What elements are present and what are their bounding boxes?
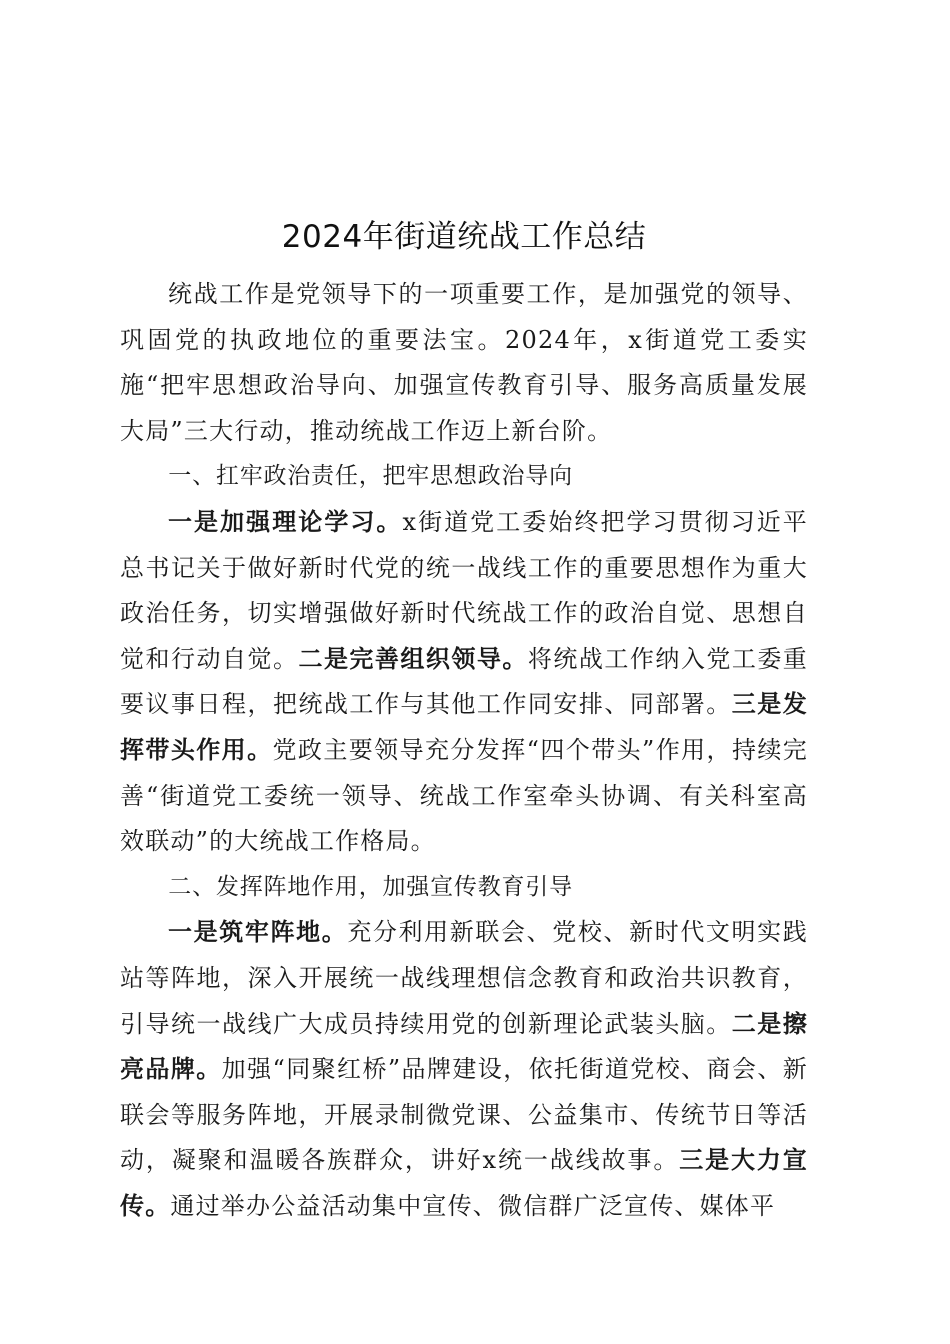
- item-text: x街道党工委始终把学习贯彻习近平总书记关于做好新时代党的统一战线工作的重要思想作为重大政治任务，切实增强做好新时代统战工作的政治自觉、思想自觉和行动自觉。: [120, 507, 809, 673]
- section-heading-1: 一、扛牢政治责任，把牢思想政治导向: [168, 463, 573, 490]
- item-label: 三是大力宣传。: [120, 1146, 808, 1220]
- item-label: 一是筑牢阵地。: [168, 918, 348, 947]
- item-text: 充分利用新联会、党校、新时代文明实践站等阵地，深入开展统一战线理想信念教育和政治共识教育，引导统一战线广大成员持续用党的创新理论武装头脑。: [120, 918, 808, 1038]
- section-1-paragraph: [120, 500, 808, 865]
- item-text: 加强“同聚红桥”品牌建设，依托街道党校、商会、新联会等服务阵地，开展录制微党课、公益集市、传统节日等活动，凝聚和温暖各族群众，讲好x统一战线故事。: [120, 1055, 808, 1175]
- item-text: 将统战工作纳入党工委重要议事日程，把统战工作与其他工作同安排、同部署。: [120, 644, 809, 719]
- item-label: 二是完善组织领导。: [298, 644, 528, 673]
- document-title: 2024年街道统战工作总结: [281, 219, 647, 255]
- section-2-paragraph: [120, 910, 808, 1229]
- item-label: 一是加强理论学习。: [168, 507, 403, 536]
- item-text: 通过举办公益活动集中宣传、微信群广泛宣传、媒体平: [170, 1191, 776, 1220]
- section-heading-2: 二、发挥阵地作用，加强宣传教育引导: [168, 873, 573, 900]
- item-label: 二是擦亮品牌。: [120, 1009, 808, 1084]
- item-text: 党政主要领导充分发挥“四个带头”作用，持续完善“街道党工委统一领导、统战工作室牵头协调、有关科室高效联动”的大统战工作格局。: [120, 735, 809, 856]
- intro-paragraph: 统战工作是党领导下的一项重要工作，是加强党的领导、巩固党的执政地位的重要法宝。2024年，x街道党工委实施“把牢思想政治导向、加强宣传教育引导、服务高质量发展大局”三大行动，推动统战工作迈上新台阶。: [120, 280, 808, 445]
- item-label: 三是发挥带头作用。: [120, 690, 808, 764]
